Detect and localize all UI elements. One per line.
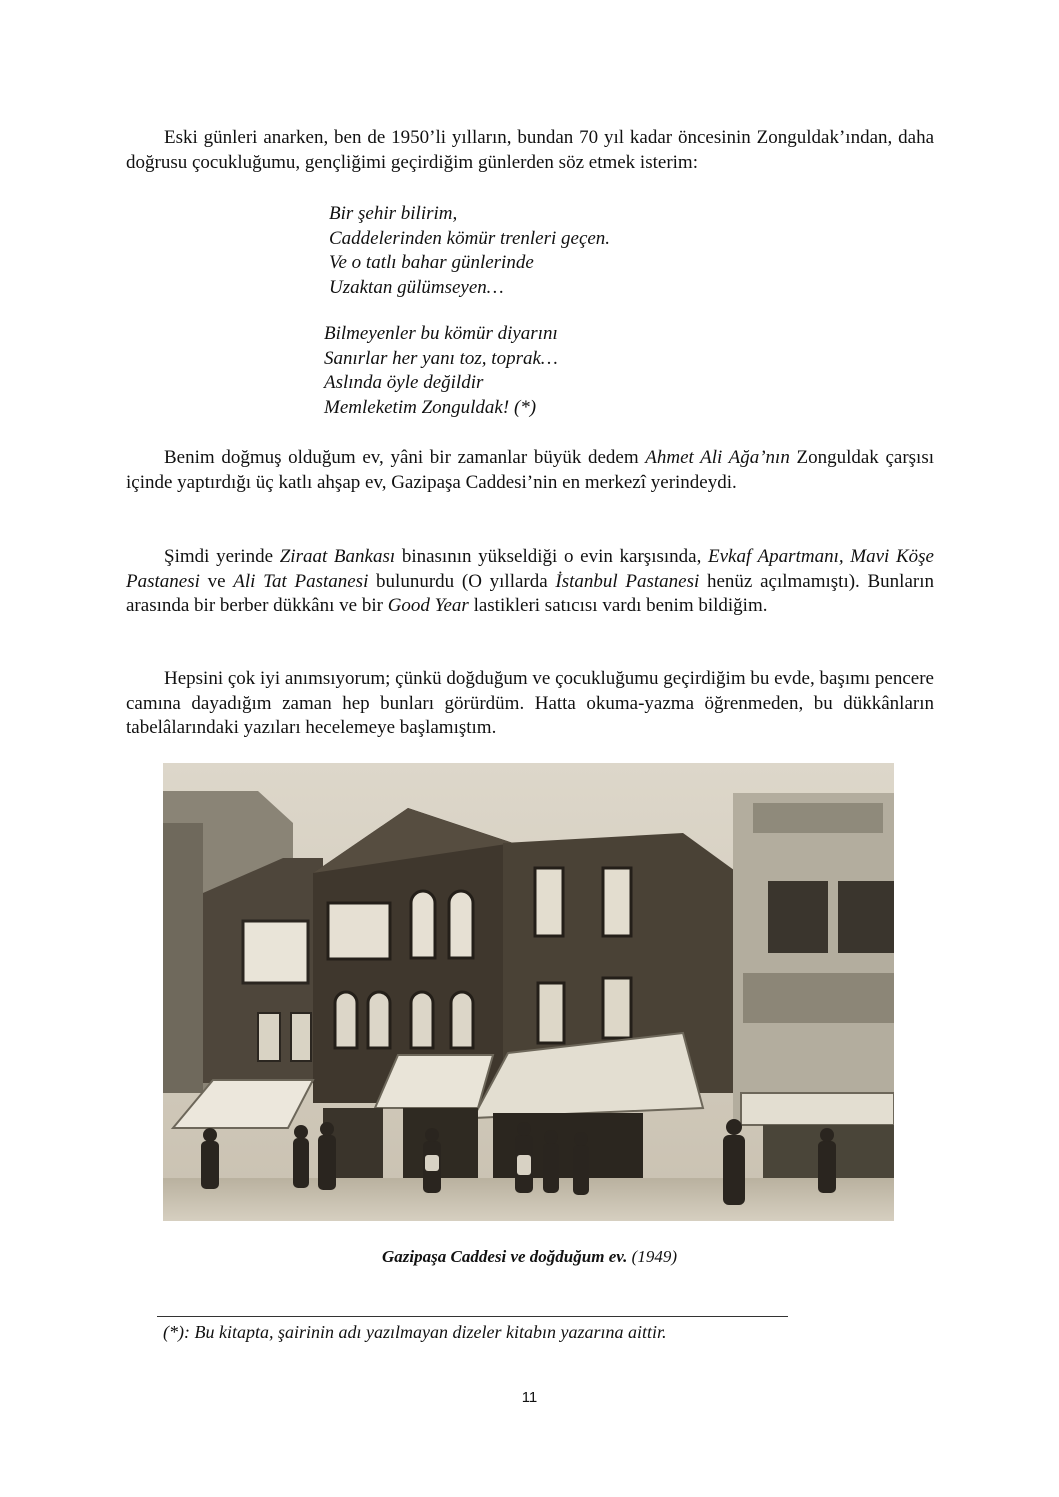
footnote: (*): Bu kitapta, şairinin adı yazılmayan dizeler kitabın yazarına aittir. [163, 1322, 667, 1342]
page-number: 11 [521, 1389, 538, 1406]
historic-street-photo [163, 763, 894, 1221]
poem-line: Caddelerinden kömür trenleri geçen. [329, 227, 611, 249]
poem-line: Bilmeyenler bu kömür diyarını [324, 323, 558, 344]
photo-caption: Gazipaşa Caddesi ve doğduğum ev. (1949) [382, 1247, 677, 1266]
poem-line: Aslında öyle değildir [324, 372, 484, 393]
poem-line: Bir şehir bilirim, [329, 203, 458, 224]
paragraph-intro: Eski günleri anarken, ben de 1950’li yılların, bundan 70 yıl kadar öncesinin Zonguldak’ından, daha doğrusu çocukluğumu, gençliğimi geçirdiğim günlerden söz etmek isterim: [126, 127, 934, 173]
poem-line: Uzaktan gülümseyen… [329, 276, 504, 298]
poem-stanza-1 [329, 202, 610, 300]
poem-line: Memleketim Zonguldak! (*) [324, 396, 537, 418]
person-name: Ahmet Ali Ağa’nın [645, 447, 790, 468]
footnote-divider [157, 1316, 788, 1317]
paragraph-memories: Hepsini çok iyi anımsıyorum; çünkü doğduğum ve çocukluğumu geçirdiğim bu evde, başımı pencere camına dayadığım zaman hep bunları görürdüm. Hatta okuma-yazma öğrenmeden, bu dükkânların tabelâlarındaki yazıları hecelemeye başlamıştım. [126, 668, 934, 738]
poem-line: Ve o tatlı bahar günlerinde [329, 252, 534, 273]
poem-stanza-2 [324, 322, 558, 420]
poem-line: Sanırlar her yanı toz, toprak… [324, 347, 558, 369]
paragraph-birth-house: Benim doğmuş olduğum ev, yâni bir zamanlar büyük dedem Ahmet Ali Ağa’nın Zonguldak çarşısı içinde yaptırdığı üç katlı ahşap ev, Gazipaşa Caddesi’nin en merkezî yerindeydi. [126, 447, 934, 493]
paragraph-surroundings: Şimdi yerinde Ziraat Bankası binasının yükseldiği o evin karşısında, Evkaf Apartmanı, Mavi Köşe Pastanesi ve Ali Tat Pastanesi bulunurdu (O yıllarda İstanbul Pastanesi henüz açılmamıştı). Bunların arasında bir berber dükkânı ve bir Good Year lastikleri satıcısı vardı benim bildiğim. [126, 546, 935, 616]
